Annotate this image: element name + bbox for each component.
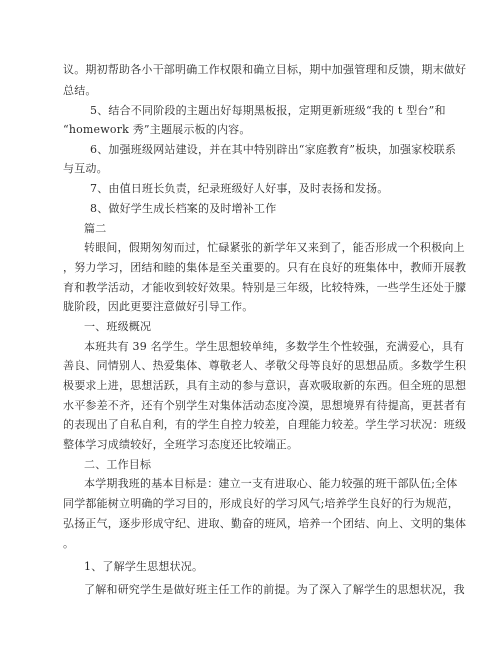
- text-line: 弘扬正气，逐步形成守纪、进取、勤奋的班风，培养一个团结、向上、文明的集体: [63, 517, 467, 530]
- text-line: 同学都能树立明确的学习目的，形成良好的学习风气;培养学生良好的行为规范，: [63, 497, 459, 510]
- text-line: 7、由值日班长负责，纪录班级好人好事，及时表扬和发扬。: [90, 182, 389, 195]
- text-line: ，努力学习，团结和睦的集体是至关重要的。只有在良好的班集体中，教师开展教: [63, 261, 467, 274]
- text-line: 善良、同情别人、热爱集体、尊敬老人、孝敬父母等良好的思想品质。多数学生积: [63, 359, 467, 372]
- text-line: 的表现出了自私自利，有的学生自控力较差，自理能力较差。学生学习状况：班级: [63, 418, 467, 431]
- text-line: 极要求上进，思想活跃，具有主动的参与意识，喜欢吸取新的东西。但全班的思想: [63, 379, 467, 392]
- text-line: 转眼间，假期匆匆而过，忙碌紧张的新学年又来到了，能否形成一个积极向上: [84, 241, 465, 254]
- text-line: 与互动。: [63, 162, 108, 175]
- section-heading: 一、班级概况: [84, 320, 152, 333]
- text-line: 整体学习成绩较好，全班学习态度还比较端正。: [63, 438, 299, 451]
- text-line: 本班共有 39 名学生。学生思想较单纯，多数学生个性较强，充满爱心，具有: [84, 340, 465, 353]
- text-line: 胧阶段，因此更要注意做好引导工作。: [63, 300, 254, 313]
- section-heading: 二、工作目标: [84, 458, 152, 471]
- text-line: 本学期我班的基本目标是：建立一支有进取心、能力较强的班干部队伍;全体: [84, 477, 458, 490]
- text-line: 水平参差不齐，还有个别学生对集体活动态度冷漠，思想境界有待提高，更甚者有: [63, 399, 467, 412]
- section-heading: 篇二: [84, 222, 107, 235]
- text-line: 6、加强班级网站建设，并在其中特别辟出“家庭教育”板块，加强家校联系: [90, 143, 457, 156]
- text-line: 总结。: [63, 84, 97, 97]
- text-line: 8、做好学生成长档案的及时增补工作: [90, 202, 277, 215]
- text-line: “homework 秀”主题展示板的内容。: [63, 123, 251, 136]
- text-line: 议。期初帮助各小干部明确工作权限和确立目标，期中加强管理和反馈，期末做好: [63, 63, 467, 76]
- text-line: 5、结合不同阶段的主题出好每期黑板报，定期更新班级“我的 t 型台”和: [90, 104, 446, 117]
- section-heading: 1、了解学生思想状况。: [84, 560, 204, 573]
- text-line: 。: [63, 537, 75, 550]
- text-line: 了解和研究学生是做好班主任工作的前提。为了深入了解学生的思想状况，我: [84, 583, 465, 596]
- text-line: 育和教学活动，才能收到较好效果。特别是三年级，比较特殊，一些学生还处于朦: [63, 281, 467, 294]
